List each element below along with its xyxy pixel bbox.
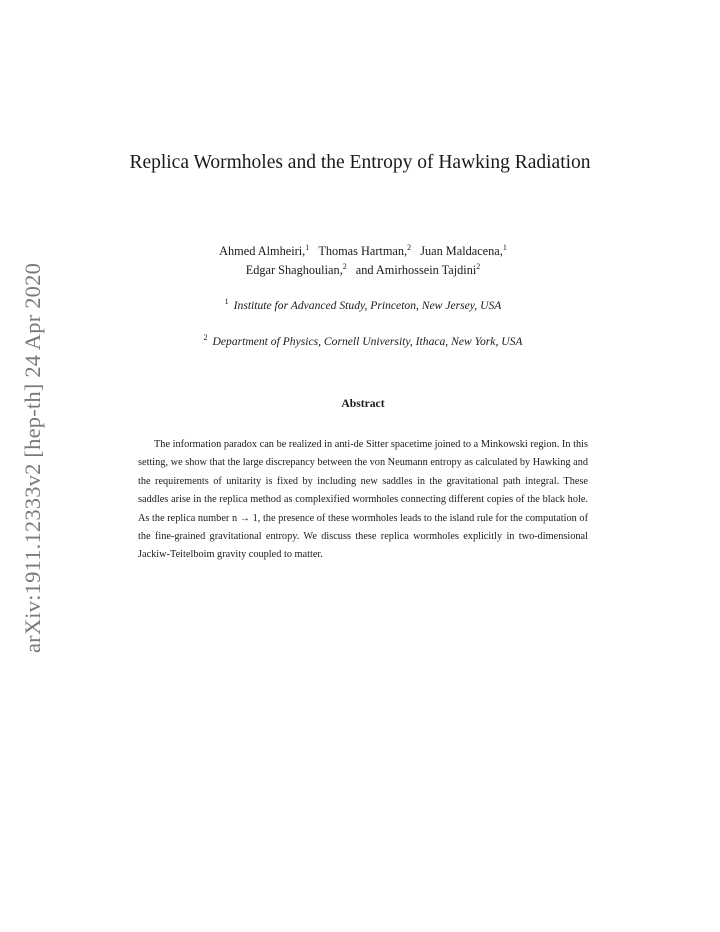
abstract-heading: Abstract	[341, 397, 385, 410]
author-line-2	[0, 261, 720, 280]
affiliation-2: $^2$ Department of Physics, Cornell University, Ithaca, New York, USA	[203, 333, 523, 348]
author-4: Edgar Shaghoulian,$^2$	[245, 262, 347, 277]
author-5: and Amirhossein Tajdini$^2$	[355, 262, 481, 277]
author-2: Thomas Hartman,$^2$	[318, 243, 412, 258]
author-line-1	[0, 242, 720, 261]
paper-title: Replica Wormholes and the Entropy of Hawking Radiation	[129, 152, 591, 173]
abstract-text: The information paradox can be realized in anti-de Sitter spacetime joined to a Minkowski region. In this setting, we show that the large discrepancy between the von Neumann entropy as calculated by Hawking and the requirements of unitarity is fixed by including new saddles in the gravitational path integral. These saddles arise in the replica method as complexified wormholes connecting different copies of the black hole. As the replica number n → 1, the presence of these wormholes leads to the island rule for the computation of the fine-grained gravitational entropy. We discuss these replica wormholes explicitly in two-dimensional Jackiw-Teitelboim gravity coupled to matter.	[138, 439, 588, 561]
arxiv-identifier-stamp: arXiv:1911.12333v2 [hep-th] 24 Apr 2020	[20, 262, 45, 654]
affiliation-1: $^1$ Institute for Advanced Study, Princeton, New Jersey, USA	[224, 297, 502, 312]
author-1: Ahmed Almheiri,$^1$	[219, 243, 310, 258]
author-3: Juan Maldacena,$^1$	[420, 243, 507, 258]
